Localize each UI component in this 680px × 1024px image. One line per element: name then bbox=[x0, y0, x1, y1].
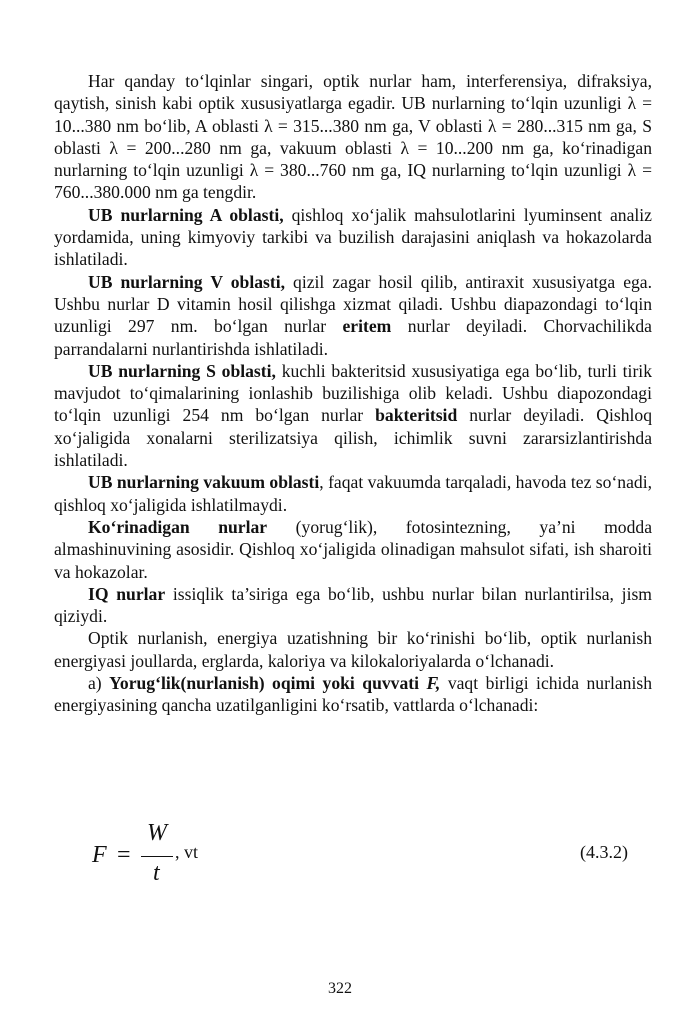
paragraph-ub-a bbox=[54, 204, 652, 271]
symbol-f: F, bbox=[419, 673, 441, 694]
paragraph-ub-a-text: qishloq xo‘jalik mahsulotlarini lyuminsent analiz yordamida, uning kimyoviy tarkibi va buzilish darajasini aniqlash va hokazolarda ishlatiladi. bbox=[54, 204, 652, 270]
paragraph-flux bbox=[54, 672, 652, 717]
paragraph-ub-s bbox=[54, 360, 652, 471]
term-ub-s: UB nurlarning S oblasti, bbox=[88, 360, 276, 381]
term-ub-vacuum: UB nurlarning vakuum oblasti bbox=[88, 472, 320, 493]
term-visible-light: Ko‘rinadigan nurlar bbox=[88, 516, 268, 537]
page-number: 322 bbox=[328, 980, 352, 997]
paragraph-ub-vacuum-text: , faqat vakuumda tarqaladi, havoda tez so‘nadi, qishloq xo‘jaligida ishlatilmaydi. bbox=[54, 472, 653, 515]
term-bakteritsid: bakteritsid bbox=[375, 405, 458, 426]
formula-equals: = bbox=[117, 842, 131, 868]
paragraph-optical-energy: Optik nurlanish, energiya uzatishning bir ko‘rinishi bo‘lib, optik nurlanish energiyasi joullarda, erglarda, kaloriya va kilokaloriyalarda o‘lchanadi. bbox=[54, 628, 652, 671]
paragraph-flux-text: vaqt birligi ichida nurlanish energiyasining qancha uzatilganligini ko‘rsatib, vattlarda o‘lchanadi: bbox=[54, 673, 652, 716]
paragraph-ir-text: issiqlik ta’siriga ega bo‘lib, ushbu nurlar bilan nurlantirilsa, jism qiziydi. bbox=[54, 583, 652, 627]
formula-numerator: W bbox=[147, 820, 167, 846]
paragraph-ub-v-text: qizil zagar hosil qilib, antiraxit xususiyatga ega. Ushbu nurlar D vitamin hosil qilishga xizmat qiladi. Ushbu diapazondagi to‘lqin uzunligi 297 nm. bo‘lgan nurlar bbox=[54, 271, 653, 337]
term-ub-v: UB nurlarning V oblasti, bbox=[88, 271, 286, 292]
formula-4-3-2 bbox=[0, 820, 680, 890]
paragraph-ir bbox=[54, 583, 652, 628]
paragraph-visible-light-text: (yorug‘lik), fotosintezning, ya’ni modda almashinuvining asosidir. Qishloq xo‘jaligida olinadigan mahsulot sifati, ish sharoiti va hokazolar. bbox=[54, 516, 652, 582]
paragraph-ub-s-text: kuchli bakteritsid xususiyatiga ega bo‘lib, turli tirik mavjudot to‘qimalarining ionlashib buzilishiga olib keladi. Ushbu diapozondagi to‘lqin uzunligi 254 nm bo‘lgan nurlar bbox=[54, 360, 652, 426]
formula-denominator: t bbox=[153, 860, 160, 886]
paragraph-ub-vacuum bbox=[54, 471, 652, 516]
term-ir: IQ nurlar bbox=[88, 583, 166, 604]
paragraph-ub-v bbox=[54, 271, 652, 360]
formula-reference: (4.3.2) bbox=[580, 842, 628, 862]
formula-unit: , vt bbox=[175, 842, 199, 862]
list-prefix: a) bbox=[88, 673, 110, 694]
fraction-bar bbox=[141, 856, 173, 857]
body-text bbox=[54, 70, 652, 717]
paragraph-intro: Har qanday to‘lqinlar singari, optik nurlar ham, interferensiya, difraksiya, qaytish, sinish kabi optik xususiyatlarga egadir. UB nurlarning to‘lqin uzunligi λ = 10...380 nm bo‘lib, A oblasti λ = 315...380 nm ga, V oblasti λ = 280...315 nm ga, S oblasti λ = 200...280 nm ga, vakuum oblasti λ = 10...200 nm ga, ko‘rinadigan nurlarning to‘lqin uzunligi λ = 380...760 nm ga, IQ nurlarning to‘lqin uzunligi λ = 760...380.000 nm ga tengdir. bbox=[54, 71, 652, 203]
term-flux: Yorug‘lik(nurlanish) oqimi yoki quvvati bbox=[109, 673, 419, 694]
term-eritem: eritem bbox=[342, 316, 392, 337]
formula-lhs: F bbox=[92, 842, 107, 868]
paragraph-visible-light bbox=[54, 516, 652, 583]
paragraph-ub-s-text-2: nurlar deyiladi. Qishloq xo‘jaligida xonalarni sterilizatsiya qilish, ichimlik suvni zararsizlantirishda ishlatiladi. bbox=[54, 405, 653, 471]
term-ub-a: UB nurlarning A oblasti, bbox=[88, 204, 284, 225]
paragraph-ub-v-text-2: nurlar deyiladi. Chorvachilikda parrandalarni nurlantirishda ishlatiladi. bbox=[54, 316, 652, 359]
